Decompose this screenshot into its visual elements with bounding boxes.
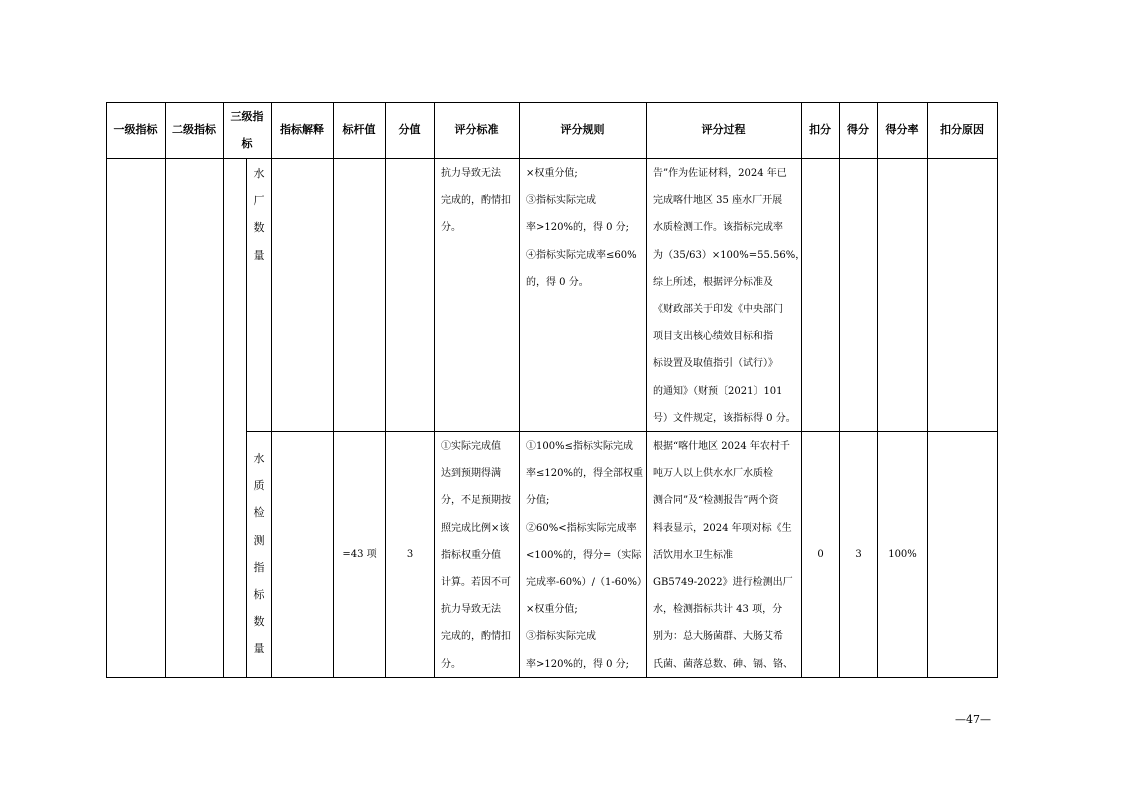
text-line: 完成的，酌情扣 [441,631,511,643]
indicator-char: 质 [253,479,265,493]
text-line: 号）文件规定，该指标得 0 分。 [653,412,796,424]
text-line: ①100%≤指标实际完成 [526,441,633,452]
text-line: <100%的，得分=（实际 [526,549,642,561]
header-level3 [223,102,271,158]
header-bottom-border [106,158,998,159]
text-line: 计算。若因不可 [441,577,511,589]
header-level3-line2: 标 [241,137,253,150]
col-border [223,102,224,678]
text-line: 率>120%的，得 0 分; [526,222,630,234]
header-standard: 评分标准 [454,123,499,136]
header-process: 评分过程 [701,123,746,136]
indicator-char: 水 [253,167,265,180]
text-line: ③指标实际完成 [526,631,596,643]
indicator-char: 量 [253,248,265,262]
text-line: 料表显示，2024 年项对标《生 [653,522,792,534]
row2-process [653,433,793,678]
header-level1: 一级指标 [113,123,158,136]
text-line: 标设置及取值指引（试行）》 [653,358,778,370]
text-line: 告”作为佐证材料，2024 年已 [653,168,787,179]
indicator-char: 水 [253,452,265,465]
text-line: 的，得 0 分。 [526,276,589,288]
header-rule: 评分规则 [560,123,605,136]
text-line: 抗力导致无法 [441,604,501,616]
text-line: 完成喀什地区 35 座水厂开展 [653,195,783,207]
col-border [165,102,166,678]
text-line: 完成率-60%）/（1-60%） [526,577,647,589]
row2-standard [441,433,511,678]
col-border [106,102,107,678]
header-rate: 得分率 [885,123,919,136]
indicator-water-plant-count [247,160,271,269]
evaluation-table [106,102,998,678]
text-line: 测合同”及“检测报告”两个资 [653,495,779,507]
header-deduct: 扣分 [809,123,831,136]
text-line: 完成的，酌情扣 [441,195,511,207]
indicator-char: 厂 [253,194,265,208]
row1-rule [526,160,637,296]
col-border [271,102,272,678]
header-level2: 二级指标 [172,123,216,136]
col-border [519,102,520,678]
text-line: 根据“喀什地区 2024 年农村千 [653,441,790,452]
text-line: 水质检测工作。该指标完成率 [653,222,783,234]
indicator-char: 标 [253,588,265,602]
text-line: 分值; [526,495,550,507]
text-line: ③指标实际完成 [526,195,596,207]
text-line: ②60%<指标实际完成率 [526,522,637,534]
text-line: 为（35/63）×100%=55.56%， [653,249,806,261]
text-line: 分。 [441,658,461,670]
indicator-char: 测 [253,533,265,547]
indicator-char: 数 [253,615,265,629]
indicator-char: 量 [253,642,265,656]
text-line: ×权重分值; [526,168,578,179]
text-line: ④指标实际完成率≤60% [526,249,637,261]
row2-score-value: 3 [406,548,414,560]
header-score-value: 分值 [398,123,421,136]
row2-benchmark: =43 项 [342,548,377,560]
row2-rule [526,433,647,678]
text-line: 分。 [441,222,461,234]
text-line: 照完成比例×该 [441,522,510,534]
indicator-water-quality-test-count [247,445,271,663]
text-line: 指标权重分值 [441,549,501,561]
header-got: 得分 [847,123,869,136]
row2-rate: 100% [888,548,917,560]
text-line: 活饮用水卫生标准 [653,549,733,561]
header-explain: 指标解释 [280,123,324,136]
page-number: —47— [955,713,991,726]
text-line: ×权重分值; [526,604,578,616]
indicator-char: 数 [253,221,265,235]
text-line: 的通知》（财预〔2021〕101 [653,385,783,397]
col-border [997,102,998,678]
text-line: ①实际完成值 [441,441,501,452]
text-line: 分，不足预期按 [441,495,511,507]
text-line: 项目支出核心绩效目标和指 [653,331,773,343]
text-line: 氏菌、菌落总数、砷、镉、铬、 [653,658,793,670]
indicator-char: 检 [253,506,265,520]
text-line: 水，检测指标共计 43 项，分 [653,604,783,616]
header-reason: 扣分原因 [940,123,984,136]
text-line: 《财政部关于印发《中央部门 [653,304,783,316]
row1-standard [441,160,511,242]
text-line: 抗力导致无法 [441,168,501,179]
header-level3-line1: 三级指 [230,110,264,123]
indicator-char: 指 [253,560,265,574]
text-line: 综上所述，根据评分标准及 [653,276,773,288]
row2-deduct: 0 [817,548,824,560]
text-line: 率>120%的，得 0 分; [526,658,630,670]
text-line: GB5749-2022》进行检测出厂 [653,577,793,589]
row2-got: 3 [855,548,862,560]
text-line: 吨万人以上供水水厂水质检 [653,468,773,480]
text-line: 别为：总大肠菌群、大肠艾希 [653,631,783,643]
text-line: 达到预期得满 [441,468,501,480]
row1-process [653,160,805,432]
text-line: 率≤120%的，得全部权重 [526,468,643,480]
col-border [927,102,928,678]
col-border [434,102,435,678]
header-benchmark: 标杆值 [342,123,376,136]
